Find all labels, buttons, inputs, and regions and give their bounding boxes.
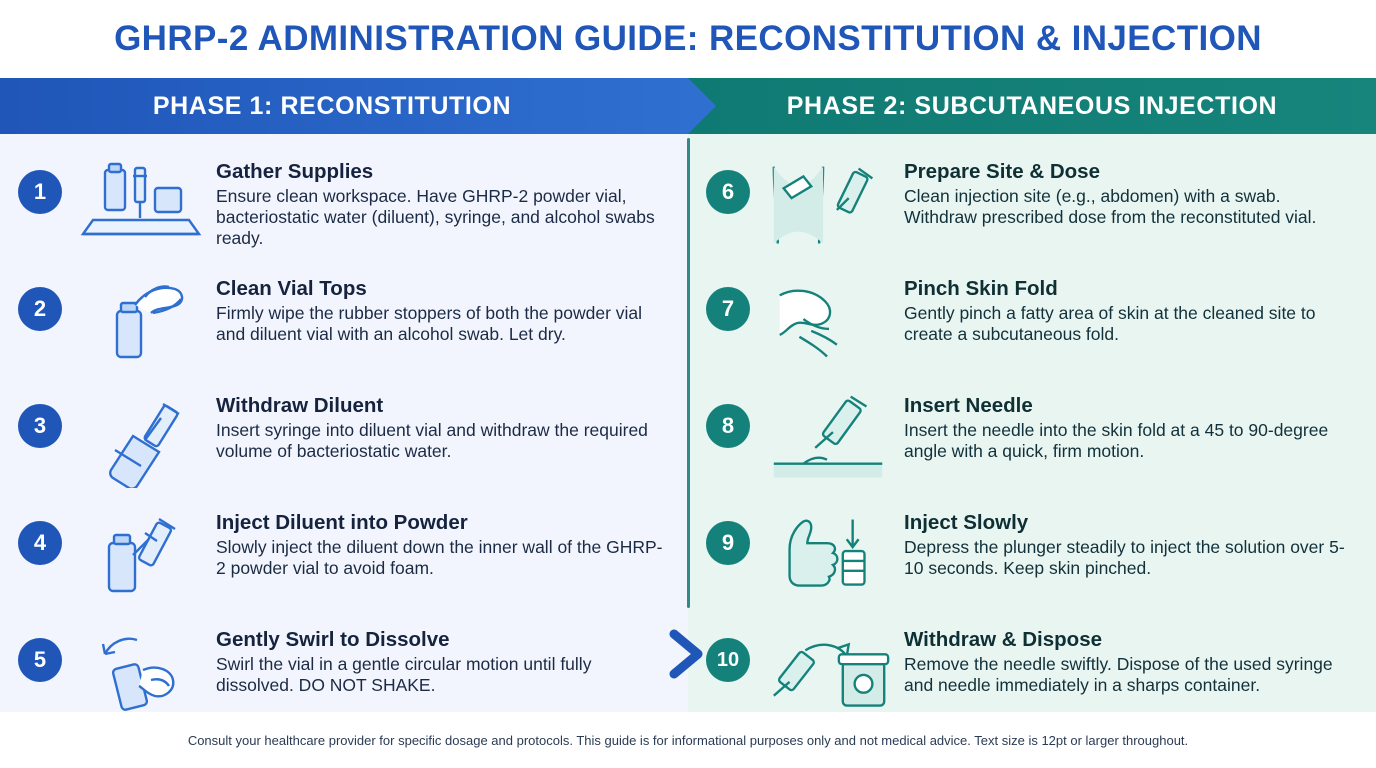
step-text	[216, 265, 670, 345]
syringe-withdraw-vial-icon	[72, 388, 210, 492]
step-title: Clean Vial Tops	[216, 277, 367, 300]
steps-columns	[0, 134, 1376, 712]
phase-1-column	[0, 134, 688, 712]
step-title: Withdraw & Dispose	[904, 628, 1103, 651]
vial-syringe-tray-icon	[72, 154, 210, 258]
step-item	[706, 499, 1358, 612]
step-number-badge: 10	[706, 638, 750, 682]
step-item	[706, 265, 1358, 378]
needle-insert-angle-icon	[760, 388, 898, 492]
step-text	[904, 148, 1358, 228]
step-item	[18, 499, 670, 612]
step-number-badge: 6	[706, 170, 750, 214]
step-text	[216, 382, 670, 462]
step-text	[904, 382, 1358, 462]
swab-abdomen-syringe-icon	[760, 154, 898, 258]
step-number-badge: 4	[18, 521, 62, 565]
step-number-badge: 8	[706, 404, 750, 448]
phase-2-column	[688, 134, 1376, 712]
sharps-container-disposal-icon	[760, 622, 898, 726]
pinch-skin-fold-icon	[760, 271, 898, 375]
step-item	[18, 382, 670, 495]
step-title: Withdraw Diluent	[216, 394, 384, 417]
phase-1-label: PHASE 1: RECONSTITUTION	[152, 91, 512, 120]
step-description: Swirl the vial in a gentle circular motion until fully dissolved. DO NOT SHAKE.	[216, 653, 592, 695]
step-number-badge: 1	[18, 170, 62, 214]
step-item	[18, 265, 670, 378]
step-text	[904, 616, 1358, 696]
step-description: Depress the plunger steadily to inject the solution over 5-10 seconds. Keep skin pinched.	[904, 536, 1345, 578]
syringe-inject-vial-icon	[72, 505, 210, 609]
phase-header-band	[0, 78, 1376, 134]
step-description: Slowly inject the diluent down the inner wall of the GHRP-2 powder vial to avoid foam.	[216, 536, 663, 578]
step-text	[216, 148, 670, 250]
step-number-badge: 5	[18, 638, 62, 682]
phase-2-label: PHASE 2: SUBCUTANEOUS INJECTION	[786, 91, 1278, 120]
step-description: Insert syringe into diluent vial and withdraw the required volume of bacteriostatic water.	[216, 419, 648, 461]
step-number-badge: 2	[18, 287, 62, 331]
step-item	[706, 148, 1358, 261]
phase-header-2	[688, 78, 1376, 134]
step-item	[706, 616, 1358, 729]
disclaimer-text: Consult your healthcare provider for specific dosage and protocols. This guide is for informational purposes only and not medical advice. Text size is 12pt or larger throughout.	[187, 732, 1189, 748]
step-item	[706, 382, 1358, 495]
step-text	[904, 265, 1358, 345]
phase-header-1	[0, 78, 688, 134]
column-divider	[687, 138, 690, 608]
step-description: Remove the needle swiftly. Dispose of the used syringe and needle immediately in a sharps container.	[904, 653, 1333, 695]
hand-wiping-vial-icon	[72, 271, 210, 375]
step-title: Gather Supplies	[216, 160, 374, 183]
step-item	[18, 616, 670, 729]
title-bar	[0, 0, 1376, 78]
step-title: Inject Slowly	[904, 511, 1029, 534]
step-description: Gently pinch a fatty area of skin at the cleaned site to create a subcutaneous fold.	[904, 302, 1316, 344]
step-text	[904, 499, 1358, 579]
step-text	[216, 616, 670, 696]
step-description: Ensure clean workspace. Have GHRP-2 powder vial, bacteriostatic water (diluent), syringe, and alcohol swabs ready.	[216, 185, 655, 249]
hand-swirl-vial-icon	[72, 622, 210, 726]
page-title: GHRP-2 ADMINISTRATION GUIDE: RECONSTITUTION & INJECTION	[114, 19, 1262, 58]
step-title: Gently Swirl to Dissolve	[216, 628, 450, 651]
flow-arrow-icon	[662, 626, 710, 687]
step-text	[216, 499, 670, 579]
thumb-depress-plunger-icon	[760, 505, 898, 609]
step-description: Clean injection site (e.g., abdomen) with a swab. Withdraw prescribed dose from the reconstituted vial.	[904, 185, 1317, 227]
step-title: Prepare Site & Dose	[904, 160, 1100, 183]
step-number-badge: 7	[706, 287, 750, 331]
step-number-badge: 9	[706, 521, 750, 565]
step-item	[18, 148, 670, 261]
step-title: Inject Diluent into Powder	[216, 511, 468, 534]
step-number-badge: 3	[18, 404, 62, 448]
step-title: Pinch Skin Fold	[904, 277, 1058, 300]
step-title: Insert Needle	[904, 394, 1033, 417]
step-description: Firmly wipe the rubber stoppers of both the powder vial and diluent vial with an alcohol swab. Let dry.	[216, 302, 643, 344]
step-description: Insert the needle into the skin fold at a 45 to 90-degree angle with a quick, firm motion.	[904, 419, 1329, 461]
